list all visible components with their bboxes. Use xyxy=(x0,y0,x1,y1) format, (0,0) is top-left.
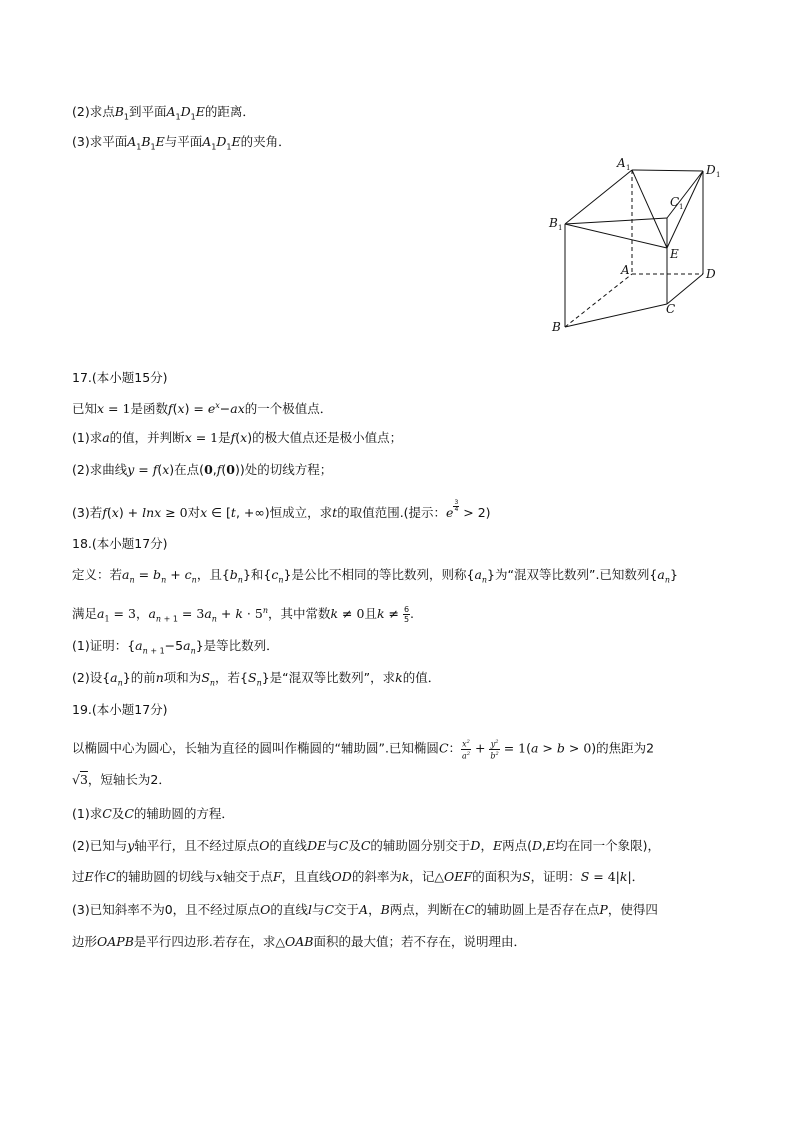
label-A-sub: 1 xyxy=(626,164,631,172)
edge-CD xyxy=(667,274,703,304)
q19-part2-a: (2)已知与y轴平行，且不经过原点O的直线DE与C及C的辅助圆分别交于D，E两点(D,E均在同一个象限)， xyxy=(72,838,661,853)
q19-header: 19.(本小题17分) xyxy=(72,702,168,717)
label-A: A xyxy=(617,156,626,170)
q19-stem-1: 以椭圆中心为圆心，长轴为直径的圆叫作椭圆的“辅助圆”.已知椭圆C： $\frac{x^2}{a^2}$ + $\frac{y^2}{b^2}$ = 1(a > b > 0)的焦距为2 xyxy=(72,739,655,761)
label-B-sub: 1 xyxy=(558,224,563,232)
q17-stem: 已知x = 1是函数$f(x) = e^x-ax$的一个极值点． xyxy=(72,401,333,417)
label-D-sub: 1 xyxy=(716,171,721,179)
label-A-bottom: A xyxy=(621,263,630,277)
q18-stem-2: 满足$a_1 = 3$，$a_{n + 1} = 3a_n + k \cdot 5^n$，其中常数k ≠ 0且k ≠ $\frac{6}{5}$ . xyxy=(72,605,415,625)
q19-part1: (1)求C及C的辅助圆的方程． xyxy=(72,806,234,821)
q18-part2: (2)设$\{a_n\}$的前n项和为$S_n$，若$\{S_n\}$是“混双等比数列”，求k的值． xyxy=(72,670,441,688)
q17-part2: (2)求曲线y = f(x)在点(0,f(0))处的切线方程； xyxy=(72,462,333,477)
q18-stem-1: 定义：若$a_n = b_n + c_n$，且$\{b_n\}$和$\{c_n\}$是公比不相同的等比数列，则称$\{a_n\}$为“混双等比数列”.已知数列$\{a_n\}$ xyxy=(72,567,678,585)
label-E: E xyxy=(670,247,679,261)
label-D: D xyxy=(706,163,716,177)
edge-A1E xyxy=(632,170,667,248)
q17-header: 17.(本小题15分) xyxy=(72,370,168,385)
q17-part1: (1)求a的值，并判断x = 1是f(x)的极大值点还是极小值点； xyxy=(72,430,403,445)
edge-B1E xyxy=(565,224,667,248)
label-C-bottom: C xyxy=(666,302,676,316)
edge-B1A1 xyxy=(565,170,632,224)
prism-figure xyxy=(535,150,735,340)
edge-A1D1 xyxy=(632,170,703,171)
q16-part2: (2)求点$B_1$到平面$A_1D_1E$的距离． xyxy=(72,104,255,122)
q19-part3-b: 边形OAPB是平行四边形.若存在，求△OAB面积的最大值；若不存在，说明理由． xyxy=(72,934,526,949)
label-D-bottom: D xyxy=(706,267,716,281)
q19-part3-a: (3)已知斜率不为0，且不经过原点O的直线l与C交于A，B两点，判断在C的辅助圆上是否存在点P，使得四 xyxy=(72,902,658,917)
q18-header: 18.(本小题17分) xyxy=(72,536,168,551)
q16-part3: (3)求平面$A_1B_1E$与平面$A_1D_1E$的夹角． xyxy=(72,134,291,152)
q19-part2-b: 过E作C的辅助圆的切线与x轴交于点F，且直线OD的斜率为k，记△OEF的面积为S，证明：S = 4|k|． xyxy=(72,869,645,884)
edge-D1E xyxy=(667,171,703,248)
label-C-sub: 1 xyxy=(679,203,684,211)
prism-diagram xyxy=(535,150,735,340)
edge-BC xyxy=(565,304,667,327)
label-C: C xyxy=(670,195,680,209)
q17-part3: (3)若f(x) + lnx ≥ 0对x ∈ [t, +∞)恒成立，求t的取值范围.(提示：e $^{\frac{3}{4}}$ > 2) xyxy=(72,498,491,521)
label-B-bottom: B xyxy=(552,320,561,334)
label-B: B xyxy=(549,216,558,230)
q18-part1: (1)证明：$\{a_{n + 1}-5a_n\}$是等比数列． xyxy=(72,638,279,656)
edge-B1C1 xyxy=(565,218,667,224)
q19-stem-2: √3，短轴长为2． xyxy=(72,772,171,787)
